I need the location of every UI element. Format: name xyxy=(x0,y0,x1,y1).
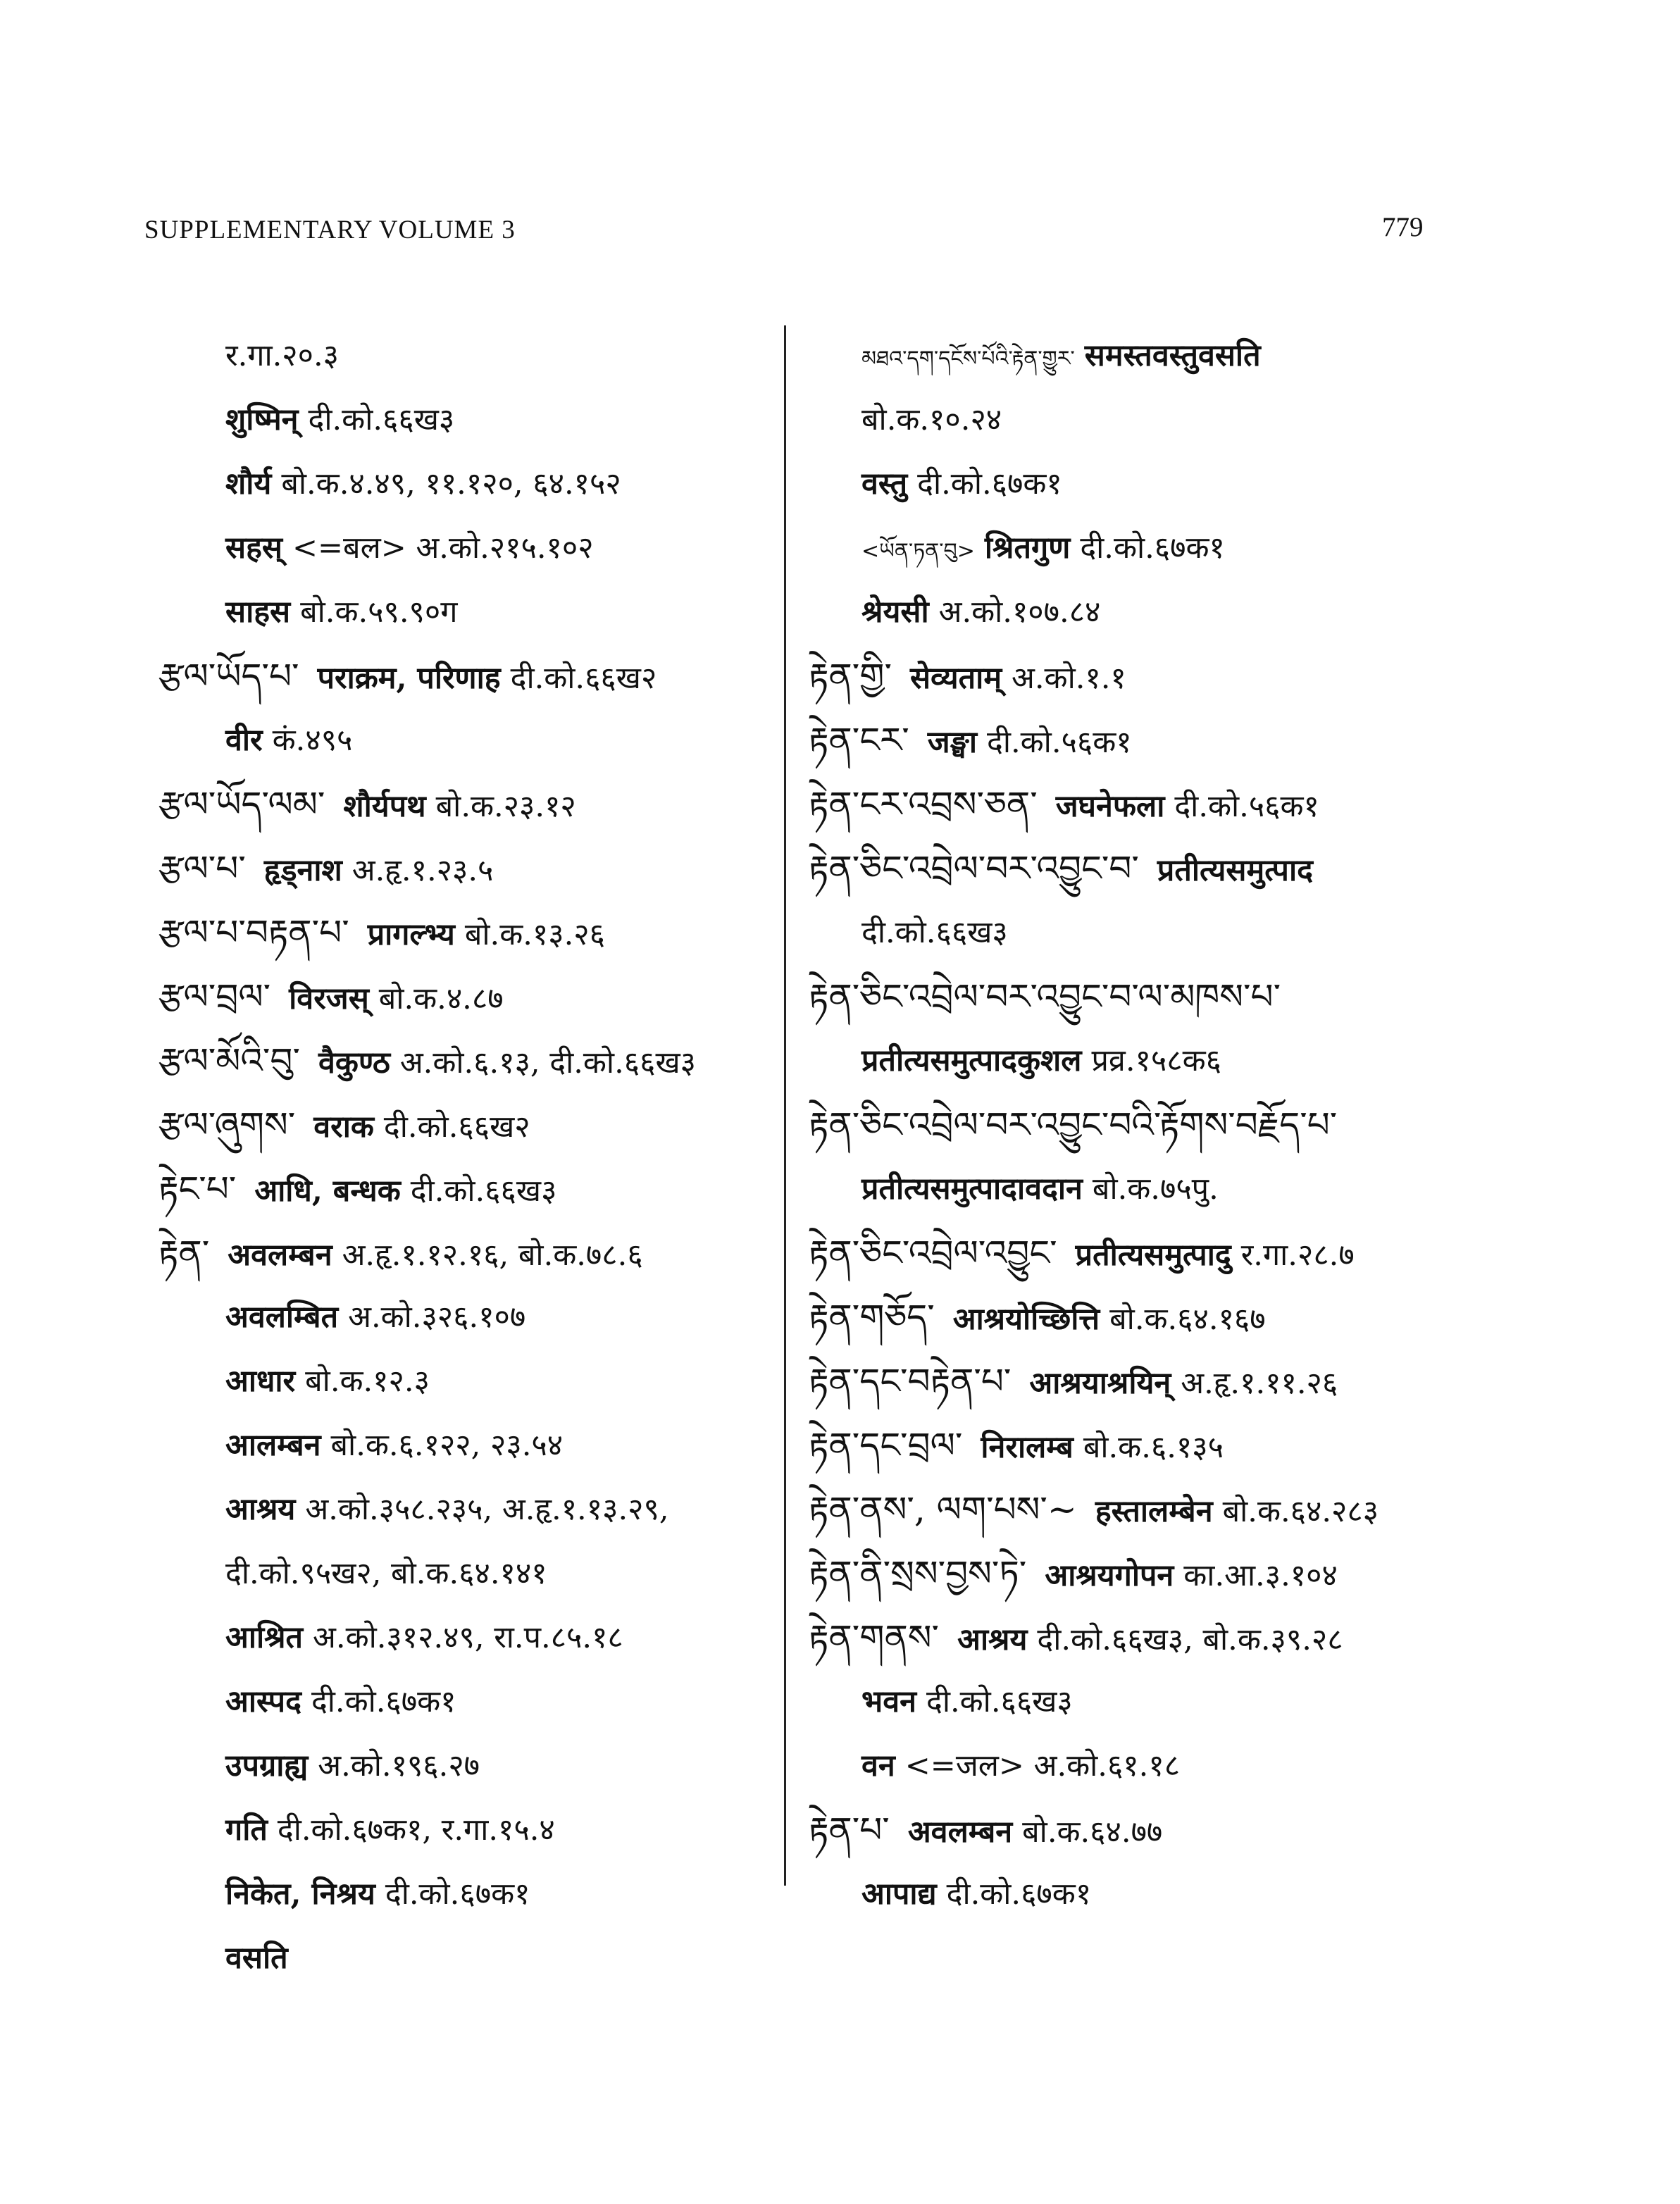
source-reference: दी.को.९५ख२, बो.क.६४.१४१ xyxy=(225,1556,547,1591)
dictionary-entry xyxy=(158,1093,778,1157)
sanskrit-term: शौर्य xyxy=(225,466,272,502)
entry-subline xyxy=(158,1734,778,1798)
sanskrit-term: शुष्मिन् xyxy=(225,402,299,437)
sanskrit-term: निरालम्ब xyxy=(981,1430,1074,1465)
dictionary-entry xyxy=(809,1606,1520,1670)
entry-subline xyxy=(158,388,778,452)
entry-subline xyxy=(158,1606,778,1670)
sanskrit-term: वैकुण्ठ xyxy=(318,1045,390,1081)
entry-subline xyxy=(158,324,778,388)
sanskrit-term: आश्रयाश्रयिन् xyxy=(1029,1366,1171,1401)
source-reference: अ.को.३५८.२३५, अ.हृ.१.१३.२९, xyxy=(305,1492,669,1527)
dictionary-entry xyxy=(809,709,1520,773)
tibetan-headword: རྩལ་ཡོད་ལམ་ xyxy=(158,784,325,825)
source-reference: बो.क.६४.१६७ xyxy=(1109,1302,1266,1337)
entry-subline xyxy=(809,1862,1520,1926)
entry-subline xyxy=(158,1285,778,1350)
sanskrit-term: प्रागल्भ्य xyxy=(367,917,455,952)
entry-subline xyxy=(158,1542,778,1606)
entry-subline xyxy=(158,1670,778,1734)
entry-subline xyxy=(809,580,1520,645)
source-reference: दी.को.६७क१, र.गा.१५.४ xyxy=(277,1812,555,1848)
sanskrit-term: श्रेयसी xyxy=(861,594,929,630)
dictionary-entry xyxy=(809,965,1520,1029)
page-number: 779 xyxy=(1382,212,1424,242)
source-reference: बो.क.२३.१२ xyxy=(435,789,576,824)
source-reference: दी.को.६६ख२ xyxy=(383,1109,530,1145)
dictionary-entry xyxy=(158,965,778,1029)
dictionary-entry xyxy=(809,1285,1520,1350)
entry-subline xyxy=(809,516,1520,580)
dictionary-entry xyxy=(809,1221,1520,1285)
sanskrit-term: वन xyxy=(861,1748,895,1783)
dictionary-entry xyxy=(809,1798,1520,1862)
tibetan-headword: རྟེན་ངར་འབྲས་ཅན་ xyxy=(809,784,1038,825)
source-reference: दी.को.६७क१ xyxy=(1080,530,1225,566)
source-reference: अ.को.१०७.८४ xyxy=(938,594,1101,630)
source-reference: दी.को.६६ख३ xyxy=(410,1173,557,1209)
tibetan-headword: རྟེན་ནས་, ལག་པས་~ xyxy=(809,1489,1077,1530)
entry-subline xyxy=(158,1350,778,1414)
entry-subline xyxy=(158,1478,778,1542)
tibetan-headword: <ཡོན་ཏན་བུ> xyxy=(861,539,975,564)
tibetan-headword: རྩལ་ཡོད་པ་ xyxy=(158,656,299,697)
entry-subline xyxy=(158,452,778,516)
tibetan-headword: རྟེན་གྱི་ xyxy=(809,656,892,697)
tibetan-headword: རྟེང་པ་ xyxy=(158,1169,237,1209)
entry-subline xyxy=(158,516,778,580)
source-reference: दी.को.६७क१ xyxy=(311,1684,456,1719)
entry-subline xyxy=(809,1029,1520,1093)
source-reference: <=बल> अ.को.२१५.१०२ xyxy=(292,530,594,566)
tibetan-headword: རྟེན་ཅིང་འབྲེལ་བར་འབྱུང་བ་ལ་མཁས་པ་ xyxy=(809,976,1281,1017)
source-reference: बो.क.७५पु. xyxy=(1092,1171,1219,1207)
dictionary-entry xyxy=(809,1542,1520,1606)
sanskrit-term: निकेत, निश्रय xyxy=(225,1876,375,1912)
source-reference: प्रव्र.१५८क६ xyxy=(1091,1043,1221,1078)
source-reference: दी.को.६६ख२ xyxy=(510,661,657,696)
entry-subline xyxy=(158,1414,778,1478)
entry-subline xyxy=(158,1926,778,1991)
source-reference: र.गा.२८.७ xyxy=(1240,1238,1355,1273)
entry-subline xyxy=(809,901,1520,965)
source-reference: अ.हृ.१.२३.५ xyxy=(351,853,494,888)
sanskrit-term: विरजस् xyxy=(289,981,369,1016)
entry-subline xyxy=(158,1798,778,1862)
source-reference: दी.को.६६ख३, बो.क.३९.२८ xyxy=(1037,1622,1343,1657)
sanskrit-term: हस्तालम्बेन xyxy=(1095,1494,1213,1529)
sanskrit-term: आश्रयगोपन xyxy=(1045,1558,1174,1593)
dictionary-entry xyxy=(158,837,778,901)
sanskrit-term: अवलम्बन xyxy=(907,1814,1013,1850)
sanskrit-term: आलम्बन xyxy=(225,1428,321,1463)
running-header: SUPPLEMENTARY VOLUME 3 xyxy=(144,216,516,244)
dictionary-entry xyxy=(809,1093,1520,1157)
source-reference: अ.को.१९६.२७ xyxy=(318,1748,480,1783)
dictionary-entry xyxy=(158,645,778,709)
sanskrit-term: वस्तु xyxy=(861,466,908,502)
entry-subline xyxy=(158,1862,778,1926)
source-reference: दी.को.६६ख३ xyxy=(308,402,455,437)
dictionary-entry xyxy=(158,1157,778,1221)
source-reference: का.आ.३.१०४ xyxy=(1183,1558,1338,1593)
dictionary-entry xyxy=(809,837,1520,901)
sanskrit-term: वराक xyxy=(313,1109,374,1145)
sanskrit-term: श्रितगुण xyxy=(984,530,1071,566)
source-reference: अ.को.१.१ xyxy=(1012,661,1126,696)
sanskrit-term: हृड्नाश xyxy=(263,853,342,888)
source-reference: बो.क.६४.२८३ xyxy=(1222,1494,1379,1529)
sanskrit-term: जघनेफला xyxy=(1055,789,1165,824)
column-divider xyxy=(784,325,786,1886)
tibetan-headword: རྟེན་དང་བརྟེན་པ་ xyxy=(809,1361,1012,1402)
entry-subline xyxy=(809,324,1520,388)
sanskrit-term: जङ्घा xyxy=(927,725,978,760)
source-reference: बो.क.१२.३ xyxy=(305,1364,430,1399)
source-reference: दी.को.६६ख३ xyxy=(861,915,1008,950)
sanskrit-term: भवन xyxy=(861,1684,917,1719)
source-reference: अ.हृ.१.११.२६ xyxy=(1181,1366,1338,1401)
dictionary-entry xyxy=(158,901,778,965)
dictionary-entry xyxy=(158,1029,778,1093)
tibetan-headword: རྟེན་དང་བྲལ་ xyxy=(809,1425,963,1466)
source-reference: दी.को.६७क१ xyxy=(385,1876,530,1912)
sanskrit-term: प्रतीत्यसमुत्पादावदान xyxy=(861,1171,1083,1207)
source-reference: अ.को.६.१३, दी.को.६६ख३ xyxy=(399,1045,696,1081)
tibetan-headword: རྟེན་གཅོད་ xyxy=(809,1297,935,1338)
tibetan-headword: རྩལ་པ་བརྟན་པ་ xyxy=(158,912,349,953)
source-reference: बो.क.४.४९, ११.१२०, ६४.१५२ xyxy=(281,466,621,502)
dictionary-entry xyxy=(809,1478,1520,1542)
source-reference: बो.क.५९.९०ग xyxy=(300,594,458,630)
sanskrit-term: वसति xyxy=(225,1941,288,1976)
sanskrit-term: आस्पद xyxy=(225,1684,301,1719)
tibetan-headword: རྟེན་ངར་ xyxy=(809,720,909,761)
entry-subline xyxy=(809,388,1520,452)
source-reference: बो.क.६४.७७ xyxy=(1022,1814,1163,1850)
tibetan-headword: རྩལ་བྲལ་ xyxy=(158,976,271,1017)
sanskrit-term: प्रतीत्यसमुत्पादु xyxy=(1075,1238,1231,1273)
sanskrit-term: सहस् xyxy=(225,530,282,566)
source-reference: अ.को.३२६.१०७ xyxy=(348,1300,526,1335)
tibetan-headword: རྟེན་ནི་སྲས་བྱས་ཏེ་ xyxy=(809,1553,1027,1594)
entry-subline xyxy=(809,1734,1520,1798)
dictionary-entry xyxy=(809,1414,1520,1478)
tibetan-headword: མཐའ་དག་དངོས་པོའི་རྟེན་གྱུར་ xyxy=(861,347,1075,371)
sanskrit-term: आश्रित xyxy=(225,1620,304,1655)
dictionary-entry xyxy=(809,773,1520,837)
source-reference: दी.को.५६क१ xyxy=(987,725,1132,760)
sanskrit-term: सेव्यताम् xyxy=(909,661,1002,696)
dictionary-entry xyxy=(158,1221,778,1285)
sanskrit-term: प्रतीत्यसमुत्पादकुशल xyxy=(861,1043,1082,1078)
source-reference: र.गा.२०.३ xyxy=(225,338,340,373)
tibetan-headword: རྟེན་ཅིང་འབྲེལ་བར་འབྱུང་བ་ xyxy=(809,848,1139,889)
entry-subline xyxy=(158,580,778,645)
source-reference: दी.को.६७क१ xyxy=(946,1876,1092,1912)
tibetan-headword: རྩལ་མོའི་བུ་ xyxy=(158,1040,300,1081)
tibetan-headword: རྟེན་པ་ xyxy=(809,1810,890,1850)
sanskrit-term: प्रतीत्यसमुत्पाद xyxy=(1157,853,1313,888)
sanskrit-term: आधि, बन्धक xyxy=(254,1173,401,1209)
tibetan-headword: རྩལ་ཞུགས་ xyxy=(158,1104,296,1145)
source-reference: बो.क.४.८७ xyxy=(378,981,504,1016)
source-reference: दी.को.६७क१ xyxy=(917,466,1062,502)
sanskrit-term: आधार xyxy=(225,1364,296,1399)
sanskrit-term: शौर्यपथ xyxy=(343,789,426,824)
entry-subline xyxy=(809,1670,1520,1734)
sanskrit-term: अवलम्बन xyxy=(228,1238,332,1273)
sanskrit-term: आश्रय xyxy=(225,1492,296,1527)
entry-subline xyxy=(158,709,778,773)
sanskrit-term: आश्रय xyxy=(957,1622,1028,1657)
source-reference: दी.को.५६क१ xyxy=(1174,789,1319,824)
sanskrit-term: समस्तवस्तुवसति xyxy=(1084,338,1261,373)
sanskrit-term: साहस xyxy=(225,594,291,630)
sanskrit-term: वीर xyxy=(225,723,263,758)
source-reference: कं.४९५ xyxy=(272,723,353,758)
dictionary-entry xyxy=(809,1350,1520,1414)
left-column xyxy=(158,324,778,1991)
tibetan-headword: རྩལ་པ་ xyxy=(158,848,246,889)
tibetan-headword: རྟེན་ xyxy=(158,1233,210,1274)
sanskrit-term: आपाद्य xyxy=(861,1876,937,1912)
source-reference: बो.क.६.१३५ xyxy=(1083,1430,1224,1465)
tibetan-headword: རྟེན་ཅིང་འབྲེལ་བར་འབྱུང་བའི་རྟོགས་བརྗོད་པ་ xyxy=(809,1104,1338,1145)
dictionary-entry xyxy=(158,773,778,837)
source-reference: <=जल> अ.को.६१.१८ xyxy=(904,1748,1181,1783)
source-reference: दी.को.६६ख३ xyxy=(926,1684,1073,1719)
sanskrit-term: उपग्राह्य xyxy=(225,1748,309,1783)
sanskrit-term: अवलम्बित xyxy=(225,1300,339,1335)
source-reference: बो.क.६.१२२, २३.५४ xyxy=(330,1428,564,1463)
dictionary-entry xyxy=(809,645,1520,709)
sanskrit-term: आश्रयोच्छित्ति xyxy=(952,1302,1100,1337)
tibetan-headword: རྟེན་ཅིང་འབྲེལ་འབྱུང་ xyxy=(809,1233,1057,1274)
sanskrit-term: गति xyxy=(225,1812,268,1848)
source-reference: बो.क.१०.२४ xyxy=(861,402,1002,437)
right-column xyxy=(809,324,1520,1926)
source-reference: अ.को.३१२.४९, रा.प.८५.१८ xyxy=(313,1620,623,1655)
entry-subline xyxy=(809,452,1520,516)
sanskrit-term: पराक्रम, परिणाह xyxy=(317,661,501,696)
tibetan-headword: རྟེན་གནས་ xyxy=(809,1617,940,1658)
source-reference: अ.हृ.१.१२.१६, बो.क.७८.६ xyxy=(342,1238,643,1273)
source-reference: बो.क.१३.२६ xyxy=(464,917,606,952)
entry-subline xyxy=(809,1157,1520,1221)
